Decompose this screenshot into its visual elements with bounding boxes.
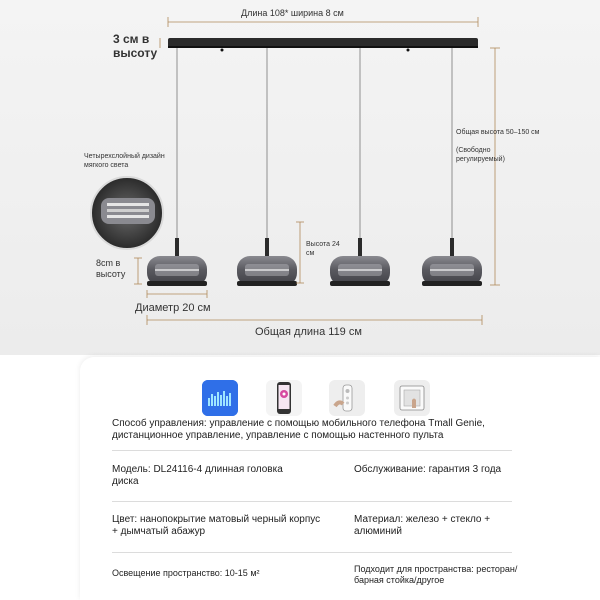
diameter-line (147, 290, 207, 298)
divider-3 (112, 552, 512, 553)
suspension-cables (177, 48, 452, 255)
zoom-detail (91, 177, 163, 249)
pendant-shades (147, 256, 482, 286)
shade-height-label: Высота 24 см (306, 241, 340, 257)
canopy-height-label: 3 см в высоту (113, 32, 158, 60)
shade-height-line (296, 222, 304, 283)
total-height-label: Общая высота 50–150 см (456, 129, 540, 136)
model-text: Модель: DL24116-4 длинная головка диска (112, 464, 283, 487)
material-text: Материал: железо + стекло + алюминий (354, 514, 491, 537)
lighting-area-text: Освещение пространство: 10-15 м² (112, 568, 260, 578)
total-height-line (490, 48, 500, 285)
service-text: Обслуживание: гарантия 3 года (354, 464, 502, 475)
control-method-text: Способ управления: управление с помощью мобильного телефона Tmall Genie, дистанционное управление, управление с помощью настенного пульта (112, 418, 485, 441)
divider-2 (112, 501, 512, 502)
phone-app-icon (266, 380, 302, 416)
top-size-label: Длина 108* ширина 8 см (241, 8, 344, 18)
divider-1 (112, 450, 512, 451)
total-height-note: (Свободно регулируемый) (456, 147, 505, 163)
wall-switch-icon (394, 380, 430, 416)
smart-home-app-icon (202, 380, 238, 416)
shade-side-height-label: 8cm в высоту (96, 258, 126, 279)
suitable-space-text: Подходит для пространства: ресторан/барная стойка/другое (354, 564, 518, 585)
color-text: Цвет: нанопокрытие матовый черный корпус + дымчатый абажур (112, 514, 321, 537)
diameter-label: Диаметр 20 см (135, 302, 211, 314)
remote-control-icon (329, 380, 365, 416)
total-length-label: Общая длина 119 см (255, 326, 362, 338)
total-length-line (147, 315, 482, 325)
four-layer-callout: Четырехслойный дизайн мягкого света (84, 153, 165, 169)
